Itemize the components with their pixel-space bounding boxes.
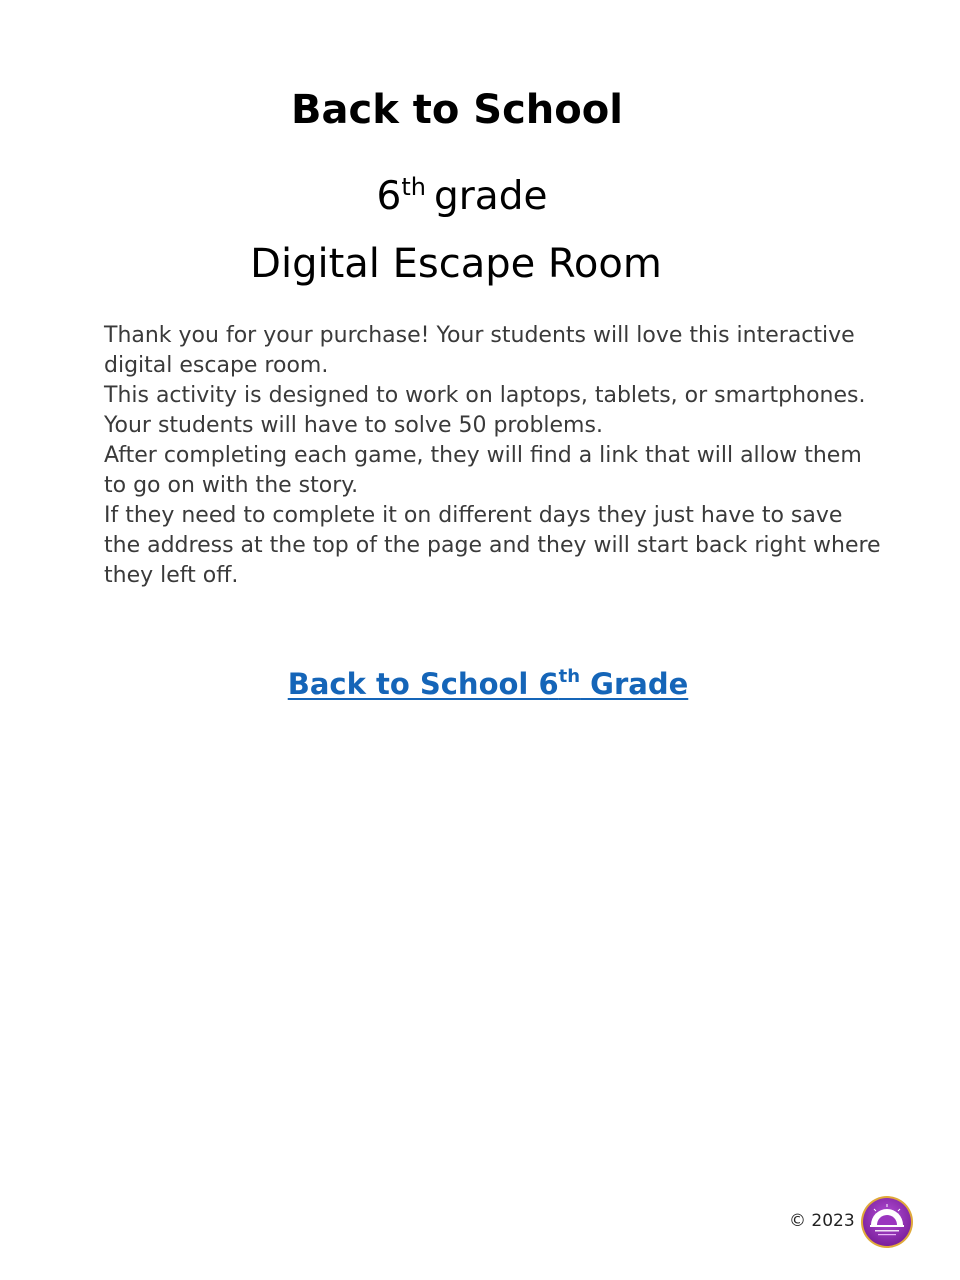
- paragraph-devices: This activity is designed to work on laptops, tablets, or smartphones.: [104, 383, 866, 408]
- link-text-start: Back to School 6: [287, 667, 559, 701]
- link-suffix: th: [558, 666, 581, 687]
- paragraph-links: After completing each game, they will find a link that will allow them to go on with the story.: [104, 443, 862, 498]
- page-title: Back to School: [291, 87, 623, 133]
- escape-room-link[interactable]: [0, 657, 960, 704]
- grade-word: grade: [434, 174, 548, 219]
- paragraph-save: If they need to complete it on different days they just have to save the address at the top of the page and they will start back right where they left off.: [104, 503, 881, 588]
- page-subtitle: Digital Escape Room: [250, 241, 662, 287]
- link-text-end: Grade: [580, 667, 689, 701]
- copyright-text: © 2023: [789, 1211, 855, 1231]
- paragraph-problems: Your students will have to solve 50 problems.: [104, 413, 603, 438]
- grade-number: 6: [376, 174, 402, 219]
- paragraph-thanks: Thank you for your purchase! Your students will love this interactive digital escape room.: [104, 323, 855, 378]
- grade-suffix: th: [401, 173, 426, 201]
- grade-heading: [0, 162, 924, 222]
- protractor-logo-icon: [860, 1195, 914, 1249]
- instructions-text: [104, 321, 884, 591]
